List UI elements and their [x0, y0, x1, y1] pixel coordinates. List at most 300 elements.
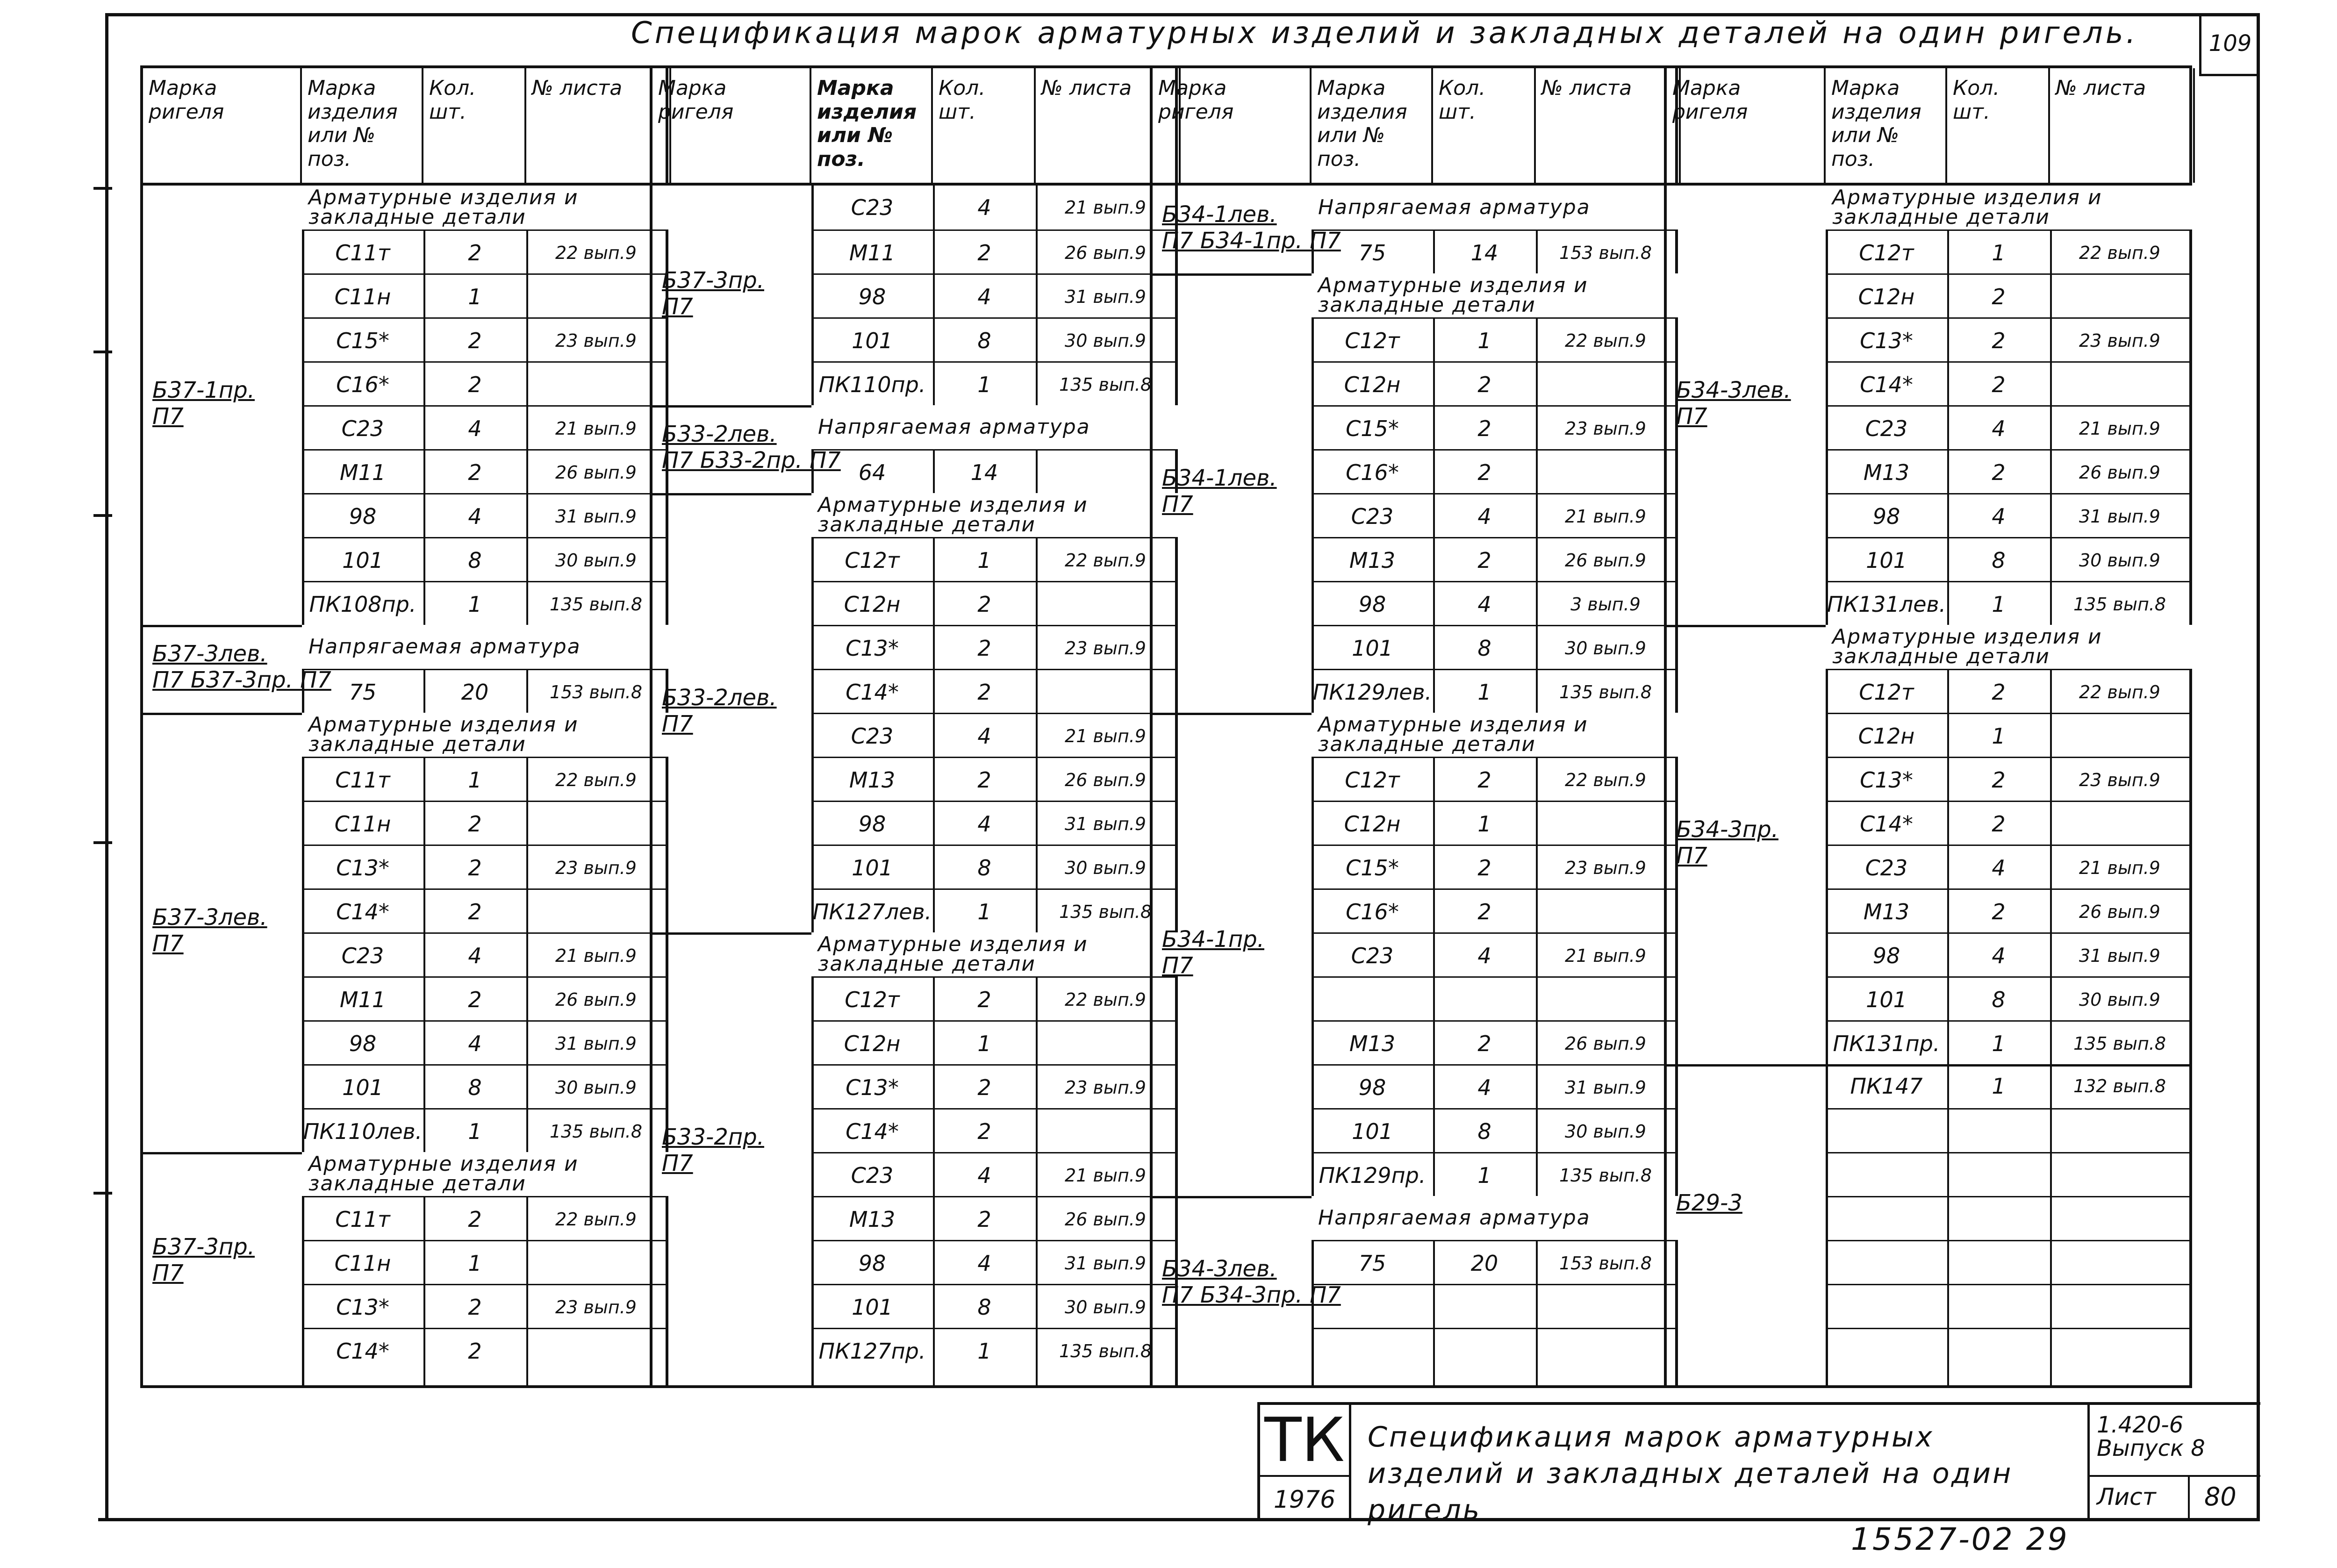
- table-row: [811, 845, 1175, 888]
- section-heading: Напрягаемая арматура: [1312, 186, 1678, 229]
- sheet-reference: 31 вып.9: [555, 1033, 637, 1054]
- sheet-reference: 30 вып.9: [1065, 1296, 1146, 1317]
- item-mark: С14*: [336, 899, 389, 924]
- table-row: [1312, 1064, 1675, 1108]
- sheet-reference: 23 вып.9: [1565, 857, 1646, 878]
- column-header-sheet-no: № листа: [1036, 68, 1181, 183]
- table-row: [1826, 581, 2189, 625]
- item-quantity: 4: [1477, 592, 1491, 617]
- table-row: [1826, 801, 2189, 845]
- sheet-reference: 30 вып.9: [555, 1077, 637, 1098]
- item-mark: ПК108пр.: [309, 592, 416, 617]
- item-mark: С23: [851, 1163, 894, 1188]
- table-row: [1312, 1152, 1675, 1196]
- item-mark: 75: [349, 680, 377, 705]
- table-row: [302, 449, 666, 493]
- table-row: [1826, 361, 2189, 405]
- girder-submark: П7: [662, 294, 693, 320]
- table-row: [1312, 932, 1675, 976]
- item-mark: С12н: [844, 592, 901, 617]
- item-mark: С15*: [1346, 416, 1399, 441]
- sheet-label: Лист: [2097, 1483, 2156, 1511]
- item-quantity: 4: [1992, 943, 2006, 968]
- table-row: [811, 801, 1175, 845]
- spec-table: [1664, 65, 2192, 1388]
- page-title: Спецификация марок арматурных изделий и закладных деталей на один ригель.: [631, 16, 2138, 50]
- item-quantity: 4: [1477, 504, 1491, 529]
- sheet-reference: 22 вып.9: [1565, 769, 1646, 790]
- stamp-divider: [1349, 1405, 1351, 1521]
- table-row: [1312, 449, 1675, 493]
- table-row: [1826, 932, 2189, 976]
- binding-tick: [93, 351, 112, 353]
- item-mark: С14*: [1860, 811, 1913, 837]
- girder-mark-label: [1676, 816, 1778, 869]
- table-row: [811, 1284, 1175, 1328]
- item-quantity: 2: [1992, 328, 2006, 353]
- column-header-qty: Кол. шт.: [1433, 68, 1536, 183]
- sheet-reference: 30 вып.9: [2079, 550, 2160, 571]
- item-mark: [1312, 978, 1433, 1022]
- table-row: [1312, 976, 1675, 1020]
- item-quantity: 1: [977, 1031, 991, 1056]
- item-mark: М13: [1349, 548, 1396, 573]
- item-mark: С12н: [1858, 723, 1915, 749]
- item-quantity: 1: [468, 592, 482, 617]
- stamp-title-line-1: Спецификация марок арматурных: [1368, 1421, 1934, 1453]
- item-mark: С12н: [1344, 811, 1401, 837]
- item-mark: 98: [349, 1031, 377, 1056]
- sheet-reference: [526, 890, 666, 934]
- item-quantity: 4: [1992, 855, 2006, 881]
- item-quantity: 1: [1992, 240, 2006, 265]
- item-quantity: 2: [468, 1339, 482, 1364]
- girder-mark: Б37-3пр.: [152, 1234, 255, 1260]
- item-quantity: 4: [468, 504, 482, 529]
- sheet-reference: [526, 802, 666, 846]
- item-mark: М13: [1863, 460, 1910, 485]
- column-header-girder-mark: Марка ригеля: [143, 68, 302, 183]
- table-row: [811, 581, 1175, 625]
- table-row: [1312, 1328, 1675, 1372]
- sheet-reference: 135 вып.8: [2073, 594, 2166, 615]
- item-quantity: 1: [468, 1119, 482, 1144]
- table-row: [811, 273, 1175, 317]
- stamp-title-line-2: изделий и закладных деталей на один ригель: [1368, 1457, 2013, 1526]
- table-row: [1312, 493, 1675, 537]
- table-row: [302, 801, 666, 845]
- item-mark: ПК129лев.: [1312, 680, 1432, 705]
- section-row: [1826, 186, 2189, 229]
- item-quantity: 2: [1477, 548, 1491, 573]
- section-heading: Арматурные изделия и закладные детали: [1826, 625, 2192, 669]
- table-row: [811, 1108, 1175, 1152]
- girder-submark: П7: [152, 403, 184, 430]
- item-mark: С15*: [1346, 855, 1399, 881]
- table-row: [302, 888, 666, 932]
- item-mark: С11н: [334, 284, 391, 309]
- binding-tick: [93, 841, 112, 844]
- item-quantity: 2: [1992, 899, 2006, 924]
- item-quantity: 2: [1992, 372, 2006, 397]
- section-heading: Напрягаемая арматура: [302, 625, 668, 669]
- item-quantity: 4: [977, 284, 991, 309]
- table-row: [302, 1108, 666, 1152]
- item-mark: ПК127лев.: [812, 899, 932, 924]
- archive-number: 15527-02 29: [1851, 1521, 2069, 1557]
- item-quantity: 1: [977, 899, 991, 924]
- item-mark: С23: [1865, 416, 1908, 441]
- item-quantity: 8: [468, 1075, 482, 1100]
- item-quantity: 2: [468, 899, 482, 924]
- item-quantity: 1: [1477, 1163, 1491, 1188]
- sheet-reference: 31 вып.9: [1065, 286, 1146, 307]
- item-mark: [1312, 1329, 1433, 1373]
- spec-table: [1150, 65, 1678, 1388]
- item-quantity: 4: [1477, 1075, 1491, 1100]
- item-mark: ПК127пр.: [818, 1339, 926, 1364]
- sheet-reference: [1536, 363, 1675, 407]
- sheet-reference: [2050, 1241, 2189, 1285]
- table-row: [811, 888, 1175, 932]
- column-header-item-mark: Марка изделия или № поз.: [811, 68, 933, 183]
- item-mark: С11т: [335, 767, 390, 793]
- sheet-reference: 26 вып.9: [2079, 462, 2160, 483]
- spec-table-body: [1667, 183, 2189, 1385]
- binding-tick: [93, 187, 112, 190]
- table-row: [811, 669, 1175, 713]
- girder-mark-label: [1162, 926, 1264, 979]
- section-row: [811, 405, 1175, 449]
- binding-tick: [93, 1192, 112, 1195]
- girder-submark: П7: [1676, 843, 1707, 869]
- sheet-reference: 31 вып.9: [2079, 506, 2160, 527]
- item-mark: С12н: [844, 1031, 901, 1056]
- sheet-reference: [2050, 1110, 2189, 1153]
- item-mark: 101: [852, 328, 893, 353]
- table-row: [811, 1328, 1175, 1372]
- table-row: [302, 317, 666, 361]
- section-row: [1826, 625, 2189, 669]
- item-mark: ПК110лев.: [303, 1119, 423, 1144]
- item-mark: С23: [1351, 943, 1394, 968]
- sheet-reference: 30 вып.9: [1065, 330, 1146, 351]
- item-mark: 98: [1358, 592, 1386, 617]
- table-row: [1826, 405, 2189, 449]
- table-row: [811, 1240, 1175, 1284]
- table-row: [1312, 1240, 1675, 1284]
- table-row: [302, 273, 666, 317]
- sheet-reference: [2050, 1329, 2189, 1373]
- sheet-reference: 22 вып.9: [2079, 681, 2160, 702]
- girder-submark: П7: [1676, 403, 1707, 430]
- stamp-divider: [2087, 1475, 2260, 1477]
- item-mark: С23: [1351, 504, 1394, 529]
- table-row: [1826, 317, 2189, 361]
- table-row: [1312, 405, 1675, 449]
- section-heading: Арматурные изделия и закладные детали: [302, 186, 668, 229]
- frame-left-line: [105, 13, 108, 1520]
- item-quantity: 2: [977, 240, 991, 265]
- column-header-sheet-no: № листа: [526, 68, 671, 183]
- girder-mark: Б37-1пр.: [152, 377, 255, 403]
- table-row: [1826, 1152, 2189, 1196]
- girder-mark-label: [152, 1234, 255, 1286]
- sheet-reference: 30 вып.9: [2079, 989, 2160, 1010]
- table-row: [302, 669, 666, 713]
- item-quantity: 14: [970, 460, 998, 485]
- sheet-reference: 30 вып.9: [1565, 637, 1646, 659]
- stamp-title: [1368, 1419, 2059, 1528]
- item-quantity: 4: [468, 943, 482, 968]
- column-header-girder-mark: Марка ригеля: [1153, 68, 1312, 183]
- item-mark: 101: [852, 1295, 893, 1320]
- section-heading: Арматурные изделия и закладные детали: [1312, 713, 1678, 757]
- item-quantity: 4: [1477, 943, 1491, 968]
- girder-mark: Б37-3лев.: [152, 641, 267, 667]
- column-header-girder-mark: Марка ригеля: [652, 68, 811, 183]
- item-quantity: [1947, 1241, 2050, 1285]
- girder-mark: Б34-1лев.: [1162, 201, 1277, 228]
- item-mark: [1826, 1110, 1947, 1153]
- table-row: [1826, 493, 2189, 537]
- sheet-reference: [1536, 978, 1675, 1022]
- item-quantity: 1: [1992, 1031, 2006, 1056]
- sheet-number: 80: [2204, 1482, 2237, 1511]
- spec-table: [140, 65, 668, 1388]
- item-quantity: 4: [468, 1031, 482, 1056]
- table-row: [811, 713, 1175, 757]
- sheet-reference: 21 вып.9: [1065, 197, 1146, 218]
- sheet-reference: 23 вып.9: [1065, 1077, 1146, 1098]
- item-mark: С23: [341, 416, 384, 441]
- item-quantity: 4: [1992, 504, 2006, 529]
- item-quantity: 2: [1992, 460, 2006, 485]
- item-mark: С13*: [1860, 767, 1913, 793]
- table-row: [302, 1328, 666, 1372]
- sheet-reference: 23 вып.9: [555, 1296, 637, 1317]
- item-mark: 101: [1352, 1119, 1393, 1144]
- item-quantity: [1947, 1110, 2050, 1153]
- table-row: [1826, 976, 2189, 1020]
- girder-submark: П7: [662, 711, 693, 737]
- item-quantity: 2: [977, 1119, 991, 1144]
- sheet-reference: 135 вып.8: [1559, 1165, 1652, 1186]
- section-row: [302, 1152, 666, 1196]
- item-quantity: 14: [1470, 240, 1498, 265]
- item-mark: С16*: [1346, 899, 1399, 924]
- spec-table-body: [1153, 183, 1675, 1385]
- table-row: [811, 186, 1175, 229]
- item-quantity: 2: [977, 1207, 991, 1232]
- sheet-reference: 23 вып.9: [1065, 637, 1146, 659]
- table-row: [811, 1064, 1175, 1108]
- table-row: [302, 757, 666, 801]
- table-row: [1826, 537, 2189, 581]
- section-heading: Арматурные изделия и закладные детали: [302, 713, 668, 757]
- table-row: [1826, 1240, 2189, 1284]
- item-quantity: 2: [977, 1075, 991, 1100]
- sheet-reference: [1536, 1285, 1675, 1329]
- column-header-sheet-no: № листа: [1536, 68, 1681, 183]
- spec-table-body: [652, 183, 1175, 1385]
- item-quantity: 8: [977, 855, 991, 881]
- sheet-reference: 23 вып.9: [555, 330, 637, 351]
- item-quantity: 2: [1992, 811, 2006, 837]
- girder-submark: П7: [662, 1150, 693, 1176]
- item-mark: [1826, 1197, 1947, 1241]
- girder-mark-label: [662, 1124, 764, 1176]
- item-quantity: 2: [1992, 767, 2006, 793]
- item-quantity: [1947, 1329, 2050, 1373]
- column-header-qty: Кол. шт.: [933, 68, 1036, 183]
- item-mark: С13*: [846, 636, 899, 661]
- table-row: [811, 976, 1175, 1020]
- girder-mark: Б34-3лев.: [1676, 377, 1791, 403]
- item-quantity: 8: [1992, 548, 2006, 573]
- table-row: [1312, 801, 1675, 845]
- girder-mark: Б29-3: [1676, 1190, 1742, 1216]
- item-quantity: 1: [1992, 592, 2006, 617]
- item-quantity: 1: [468, 284, 482, 309]
- stamp-year: 1976: [1260, 1475, 1349, 1523]
- sheet-reference: [1536, 1329, 1675, 1373]
- item-mark: С12т: [1345, 767, 1400, 793]
- item-mark: С12т: [1859, 240, 1914, 265]
- sheet-reference: 31 вып.9: [2079, 945, 2160, 966]
- table-row: [1312, 317, 1675, 361]
- sheet-reference: 26 вып.9: [1565, 550, 1646, 571]
- sheet-reference: 132 вып.8: [2073, 1075, 2166, 1096]
- section-row: [302, 713, 666, 757]
- girder-mark: Б37-3лев.: [152, 904, 267, 931]
- table-row: [1826, 757, 2189, 801]
- item-quantity: 2: [1477, 855, 1491, 881]
- sheet-reference: 31 вып.9: [1065, 1253, 1146, 1274]
- item-mark: М11: [849, 240, 896, 265]
- sheet-reference: [526, 275, 666, 319]
- item-mark: С23: [851, 195, 894, 220]
- sheet-reference: 21 вып.9: [1565, 506, 1646, 527]
- item-quantity: 2: [1477, 372, 1491, 397]
- sheet-reference: [526, 1329, 666, 1373]
- sheet-reference: 31 вып.9: [555, 506, 637, 527]
- sheet-reference: 21 вып.9: [1565, 945, 1646, 966]
- girder-mark-label: [152, 377, 255, 430]
- org-mark: ТК: [1264, 1404, 1345, 1475]
- girder-mark-label: [1162, 465, 1277, 517]
- item-quantity: 2: [1477, 460, 1491, 485]
- item-mark: М13: [1349, 1031, 1396, 1056]
- item-quantity: 1: [468, 1251, 482, 1276]
- section-row: [1312, 1196, 1675, 1240]
- sheet-reference: 22 вып.9: [555, 769, 637, 790]
- sheet-reference: 31 вып.9: [1065, 813, 1146, 834]
- table-row: [302, 537, 666, 581]
- item-mark: 75: [1358, 1251, 1386, 1276]
- item-quantity: 1: [468, 767, 482, 793]
- section-row: [811, 932, 1175, 976]
- sheet-reference: [2050, 363, 2189, 407]
- item-quantity: 1: [1477, 680, 1491, 705]
- item-quantity: [1947, 1153, 2050, 1197]
- item-quantity: 20: [461, 680, 489, 705]
- column-header-item-mark: Марка изделия или № поз.: [1826, 68, 1947, 183]
- table-row: [811, 1020, 1175, 1064]
- item-quantity: 2: [977, 680, 991, 705]
- table-row: [302, 1196, 666, 1240]
- item-quantity: [1433, 1285, 1536, 1329]
- girder-mark-label: [1162, 1256, 1341, 1308]
- sheet-reference: 23 вып.9: [2079, 769, 2160, 790]
- sheet-reference: 26 вып.9: [2079, 901, 2160, 922]
- item-mark: 75: [1358, 240, 1386, 265]
- binding-tick: [93, 514, 112, 517]
- item-mark: С23: [341, 943, 384, 968]
- item-mark: С14*: [336, 1339, 389, 1364]
- sheet-reference: [1536, 890, 1675, 934]
- sheet-reference: 26 вып.9: [1065, 242, 1146, 263]
- column-header-item-mark: Марка изделия или № поз.: [302, 68, 423, 183]
- item-quantity: 1: [977, 372, 991, 397]
- item-mark: С12н: [1344, 372, 1401, 397]
- table-row: [302, 1064, 666, 1108]
- sheet-reference: 21 вып.9: [1065, 1165, 1146, 1186]
- item-mark: С14*: [846, 680, 899, 705]
- title-block-stamp: [1257, 1402, 2260, 1526]
- column-header-qty: Кол. шт.: [423, 68, 526, 183]
- table-row: [811, 317, 1175, 361]
- sheet-reference: 23 вып.9: [2079, 330, 2160, 351]
- sheet-reference: 26 вып.9: [1565, 1033, 1646, 1054]
- section-heading: Напрягаемая арматура: [811, 405, 1178, 449]
- girder-submark: П7 Б33-2пр. П7: [662, 447, 841, 473]
- item-quantity: 8: [977, 328, 991, 353]
- sheet-reference: 26 вып.9: [1065, 1209, 1146, 1230]
- section-row: [811, 493, 1175, 537]
- girder-mark: Б37-3пр.: [662, 267, 764, 294]
- item-quantity: 1: [1992, 1074, 2006, 1099]
- item-mark: ПК129пр.: [1319, 1163, 1426, 1188]
- table-row: [1312, 1020, 1675, 1064]
- item-mark: [1826, 1329, 1947, 1373]
- girder-mark-label: [662, 421, 841, 473]
- table-row: [1826, 1108, 2189, 1152]
- section-row: [302, 625, 666, 669]
- item-mark: М11: [339, 987, 386, 1012]
- sheet-reference: 3 вып.9: [1570, 594, 1641, 615]
- item-quantity: 2: [468, 328, 482, 353]
- item-mark: С14*: [846, 1119, 899, 1144]
- section-heading: Арматурные изделия и закладные детали: [1312, 273, 1678, 317]
- item-mark: С16*: [336, 372, 389, 397]
- section-row: [1312, 713, 1675, 757]
- table-row: [1826, 713, 2189, 757]
- item-mark: ПК110пр.: [818, 372, 926, 397]
- item-quantity: 2: [1477, 767, 1491, 793]
- girder-mark-label: [1676, 1190, 1742, 1216]
- table-row: [302, 493, 666, 537]
- girder-mark: Б34-1лев.: [1162, 465, 1277, 491]
- item-quantity: 4: [468, 416, 482, 441]
- column-header-girder-mark: Марка ригеля: [1667, 68, 1826, 183]
- item-quantity: 2: [468, 855, 482, 881]
- item-mark: С12н: [1858, 284, 1915, 309]
- item-mark: 98: [1872, 943, 1900, 968]
- spec-table-body: [143, 183, 666, 1385]
- item-mark: [1826, 1285, 1947, 1329]
- spec-table: [650, 65, 1178, 1388]
